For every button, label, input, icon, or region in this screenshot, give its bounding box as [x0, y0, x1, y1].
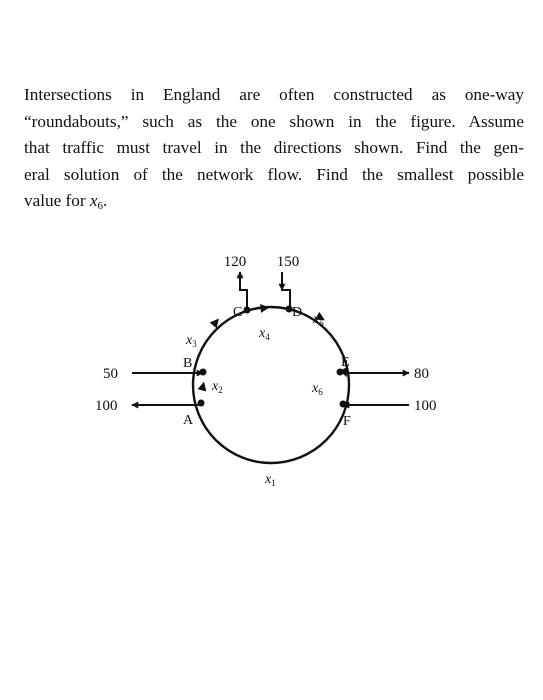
flow-x4-var: x	[259, 326, 266, 341]
problem-line-3: that traffic must travel in the directions shown. Find the gen-	[24, 138, 524, 157]
node-f-dot	[340, 401, 347, 408]
node-b-label: B	[183, 356, 193, 371]
flow-x3-var: x	[186, 333, 193, 348]
flow-x6-sub: 6	[318, 387, 323, 397]
road-d	[282, 273, 290, 310]
flow-b-in-value: 50	[103, 366, 118, 382]
problem-line-5-variable: x	[89, 191, 98, 210]
flow-x2-sub: 2	[218, 385, 223, 395]
flow-x5-sub: 5	[319, 318, 324, 328]
node-c-dot	[244, 307, 251, 314]
flow-x5-var: x	[313, 312, 320, 327]
flow-arrow-x2	[200, 386, 203, 398]
node-e-label: E	[341, 355, 350, 370]
flow-x6-var: x	[312, 381, 319, 396]
problem-line-5-suffix: .	[103, 191, 108, 210]
node-a-label: A	[183, 413, 194, 428]
flow-x2-var: x	[212, 379, 219, 394]
node-f-label: F	[343, 414, 351, 429]
flow-e-out-value: 80	[414, 366, 429, 382]
node-b-dot	[200, 369, 207, 376]
flow-x6-label	[311, 381, 323, 397]
node-d-label: D	[292, 305, 303, 320]
problem-line-5-prefix: value for	[24, 191, 90, 210]
flow-x3-sub: 3	[192, 339, 197, 349]
flow-x1-var: x	[265, 472, 272, 487]
flow-x3-label	[185, 333, 197, 349]
flow-arrow-x3	[211, 322, 216, 328]
flow-c-out-value: 120	[223, 254, 247, 270]
node-c-label: C	[233, 305, 243, 320]
flow-x5-label	[312, 312, 324, 328]
problem-line-5-subscript: 6	[97, 200, 103, 212]
flow-x4-sub: 4	[265, 332, 270, 342]
flow-x1-label	[264, 472, 276, 488]
problem-line-2: “roundabouts,” such as the one shown in the figure. Assume	[24, 111, 524, 131]
flow-x2-label	[211, 379, 223, 395]
flow-f-in-value: 100	[414, 398, 437, 414]
flow-x1-sub: 1	[271, 478, 276, 488]
flow-d-in-value: 150	[276, 254, 300, 270]
flow-a-out-value: 100	[95, 398, 118, 414]
node-a-dot	[198, 400, 205, 407]
problem-line-1: Intersections in England are often constructed as one-way	[24, 85, 524, 104]
problem-line-4: eral solution of the network flow. Find the smallest possible	[24, 164, 524, 184]
flow-x4-label	[258, 326, 270, 342]
